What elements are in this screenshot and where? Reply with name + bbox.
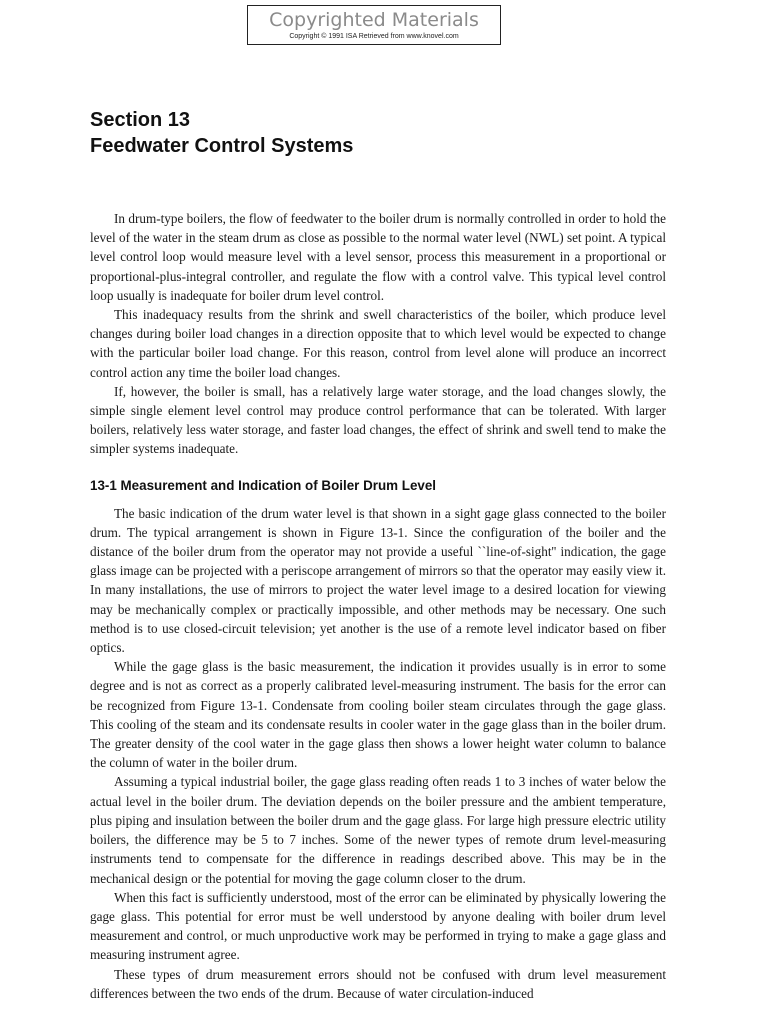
paragraph: In drum-type boilers, the flow of feedwater to the boiler drum is normally controlled in order to hold the level of the water in the steam drum as close as possible to the normal water level (NWL) set point. A typical level control loop would measure level with a level sensor, process this measurement in a proportional or proportional-plus-integral controller, and regulate the flow with a control valve. This typical level control loop usually is inadequate for boiler drum level control.	[90, 211, 666, 303]
stamp-title: Copyrighted Materials	[269, 9, 479, 31]
paragraph: While the gage glass is the basic measurement, the indication it provides usually is in error to some degree and is not as correct as a properly calibrated level-measuring instrument. The basis for the error can be recognized from Figure 13-1. Condensate from cooling boiler steam circulates through the gage glass. This cooling of the steam and its condensate results in cooler water in the gage glass than in the boiler drum. The greater density of the cool water in the gage glass then shows a lower height water column to balance the column of water in the boiler drum.	[90, 659, 666, 771]
subsection-heading: 13-1 Measurement and Indication of Boiler Drum Level	[90, 477, 437, 493]
paragraph: Assuming a typical industrial boiler, the gage glass reading often reads 1 to 3 inches of water below the actual level in the boiler drum. The deviation depends on the boiler pressure and the ambient temperature, plus piping and insulation between the boiler drum and the gage glass. For large high pressure electric utility boilers, the difference may be 5 to 7 inches. Some of the newer types of remote drum level-measuring instruments tend to compensate for the difference in readings described above. This may be in the mechanical design or the potential for moving the gage column closer to the drum.	[90, 774, 666, 886]
section-number: Section 13	[90, 109, 191, 131]
paragraph: If, however, the boiler is small, has a relatively large water storage, and the load changes slowly, the simple single element level control may produce control performance that can be tolerated. With larger boilers, relatively less water storage, and faster load changes, the effect of shrink and swell tend to make the simpler systems inadequate.	[90, 383, 666, 457]
paragraph: This inadequacy results from the shrink and swell characteristics of the boiler, which produce level changes during boiler load changes in a direction opposite that to which level would be expected to change with the particular boiler load change. For this reason, control from level alone will produce an incorrect control action any time the boiler load changes.	[90, 307, 666, 380]
stamp-subtitle: Copyright © 1991 ISA Retrieved from www.knovel.com	[289, 33, 459, 40]
section-title: Feedwater Control Systems	[90, 135, 354, 157]
paragraph: The basic indication of the drum water level is that shown in a sight gage glass connected to the boiler drum. The typical arrangement is shown in Figure 13-1. Since the configuration of the boiler and the distance of the boiler drum from the operator may not provide a useful ``line-of-sight'' indication, the gage glass image can be projected with a periscope arrangement of mirrors so that the operator may easily view it. In many installations, the use of mirrors to project the water level image to a desired location for viewing may be mechanically complex or practically impossible, and other methods may be necessary. One such method is to use closed-circuit television; yet another is the use of a remote level indicator based on fiber optics.	[90, 505, 666, 656]
paragraph: These types of drum measurement errors should not be confused with drum level measurement differences between the two ends of the drum. Because of water circulation-induced	[90, 966, 666, 1001]
paragraph: When this fact is sufficiently understood, most of the error can be eliminated by physically lowering the gage glass. This potential for error must be well understood by anyone dealing with boiler drum level measurement and control, or much unproductive work may be performed in trying to make a gage glass and measuring instrument agree.	[90, 889, 666, 963]
section-heading	[90, 107, 353, 159]
page-body	[90, 209, 666, 1003]
copyright-stamp	[247, 5, 501, 45]
